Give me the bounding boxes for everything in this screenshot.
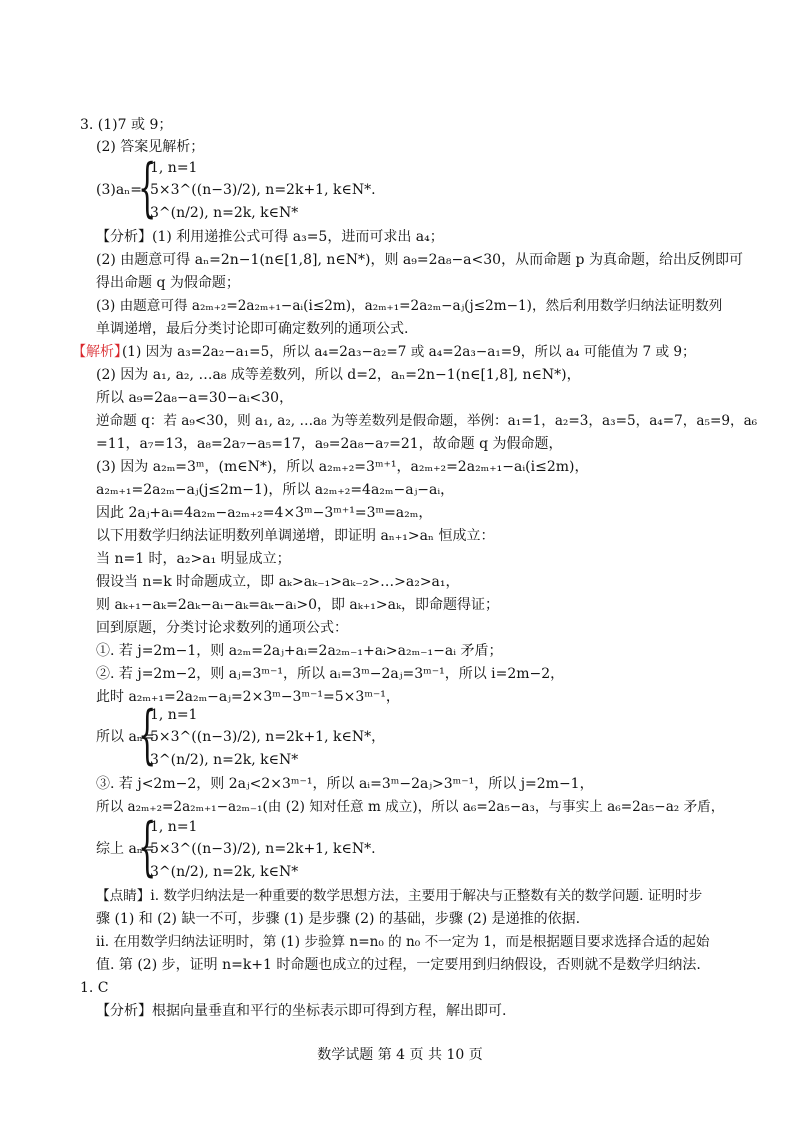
solution-line-1: (1) 因为 a₃=2a₂−a₁=5，所以 a₄=2a₃−a₂=7 或 a₄=2a₃−a₁=9，所以 a₄ 可能值为 7 或 9； (122, 344, 696, 360)
analysis-line-5: 单调递增，最后分类讨论即可确定数列的通项公式. (96, 321, 409, 337)
solution-line-17: ③. 若 j<2m−2，则 2aⱼ<2×3ᵐ⁻¹，所以 aᵢ=3ᵐ−2aⱼ>3ᵐ⁻¹，所以 j=2m−1， (96, 776, 594, 792)
piecewise-case-3: 3^(n/2), n=2k, k∈N* (150, 205, 299, 221)
analysis-line-4: (3) 由题意可得 a₂ₘ₊₂=2a₂ₘ₊₁−aᵢ(i≤2m)，a₂ₘ₊₁=2a₂ₘ−aⱼ(j≤2m−1)，然后利用数学归纳法证明数列 (96, 298, 723, 314)
solution-line-15: ②. 若 j=2m−2，则 aⱼ=3ᵐ⁻¹，所以 aᵢ=3ᵐ−2aⱼ=3ᵐ⁻¹，所以 i=2m−2， (96, 666, 565, 682)
piecewise-2-case-2: 5×3^((n−3)/2), n=2k+1, k∈N*， (150, 729, 386, 745)
analysis-line-2: (2) 由题意可得 aₙ=2n−1(n∈[1,8], n∈N*)，则 a₉=2a₈−a<30，从而命题 p 为真命题，给出反例即可 (96, 252, 743, 268)
solution-line-7: a₂ₘ₊₁=2a₂ₘ−aⱼ(j≤2m−1)，所以 a₂ₘ₊₂=4a₂ₘ−aⱼ−aᵢ， (96, 482, 455, 498)
answer-1-analysis: 【分析】根据向量垂直和平行的坐标表示即可得到方程，解出即可. (96, 1003, 507, 1019)
solution-line-10: 当 n=1 时，a₂>a₁ 明显成立； (96, 551, 291, 567)
solution-line-12: 则 aₖ₊₁−aₖ=2aₖ−aᵢ−aₖ=aₖ−aᵢ>0，即 aₖ₊₁>aₖ，即命题得证； (96, 597, 500, 613)
analysis-line-3: 得出命题 q 为假命题； (96, 275, 240, 291)
piecewise-3-case-2: 5×3^((n−3)/2), n=2k+1, k∈N*. (150, 841, 376, 857)
solution-line-9: 以下用数学归纳法证明数列单调递增，即证明 aₙ₊₁>aₙ 恒成立： (96, 528, 495, 544)
solution-line-2: (2) 因为 a₁, a₂, …a₈ 成等差数列，所以 d=2，aₙ=2n−1(n∈[1,8], n∈N*)， (96, 367, 581, 383)
piecewise-case-2: 5×3^((n−3)/2), n=2k+1, k∈N*. (150, 182, 376, 198)
solution-line-6: (3) 因为 a₂ₘ=3ᵐ，(m∈N*)，所以 a₂ₘ₊₂=3ᵐ⁺¹，a₂ₘ₊₂=2a₂ₘ₊₁−aᵢ(i≤2m)， (96, 459, 589, 475)
solution-line-18: 所以 a₂ₘ₊₂=2a₂ₘ₊₁−a₂ₘ₋₁(由 (2) 知对任意 m 成立)，所以 a₆=2a₅−a₃，与事实上 a₆=2a₅−a₂ 矛盾， (96, 799, 725, 815)
answer-3-part3-label: (3)aₙ= (96, 182, 142, 198)
solution-line-11: 假设当 n=k 时命题成立，即 aₖ>aₖ₋₁>aₖ₋₂>…>a₂>a₁， (96, 574, 460, 590)
page-footer: 数学试题 第 4 页 共 10 页 (317, 1047, 483, 1063)
piecewise-case-1: 1, n=1 (150, 160, 198, 176)
solution-line-3: 所以 a₉=2a₈−a=30−aᵢ<30， (96, 390, 294, 406)
answer-1: 1. C (80, 980, 109, 996)
solution-line-13: 回到原题，分类讨论求数列的通项公式： (96, 620, 348, 636)
analysis-heading-1: 【分析】(1) 利用递推公式可得 a₃=5，进而可求出 a₄； (96, 229, 444, 245)
piecewise-2-case-1: 1, n=1 (150, 707, 198, 723)
piecewise-3-case-1: 1, n=1 (150, 819, 198, 835)
remark-line-4: 值. 第 (2) 步，证明 n=k+1 时命题也成立的过程，一定要用到归纳假设，否则就不是数学归纳法. (96, 957, 701, 973)
remark-line-3: ii. 在用数学归纳法证明时，第 (1) 步验算 n=n₀ 的 n₀ 不一定为 1，而是根据题目要求选择合适的起始 (96, 934, 710, 950)
solution-line-4: 逆命题 q：若 a₉<30，则 a₁, a₂, …a₈ 为等差数列是假命题，举例：a₁=1，a₂=3，a₃=5，a₄=7，a₅=9，a₆ (96, 413, 758, 429)
remark-line-2: 骤 (1) 和 (2) 缺一不可，步骤 (1) 是步骤 (2) 的基础，步骤 (2) 是递推的依据. (96, 911, 581, 927)
piecewise-brace: { (138, 151, 157, 225)
solution-line-8: 因此 2aⱼ+aᵢ=4a₂ₘ−a₂ₘ₊₂=4×3ᵐ−3ᵐ⁺¹=3ᵐ=a₂ₘ， (96, 505, 433, 521)
answer-3-part1: 3. (1)7 或 9； (80, 117, 173, 133)
piecewise-2-brace: { (138, 698, 157, 772)
piecewise-3-brace: { (138, 810, 157, 884)
piecewise-2-label: 所以 aₙ= (96, 729, 155, 745)
solution-tag: 【解析】 (72, 344, 128, 360)
solution-line-16: 此时 a₂ₘ₊₁=2a₂ₘ−aⱼ=2×3ᵐ−3ᵐ⁻¹=5×3ᵐ⁻¹， (96, 689, 400, 705)
solution-line-5: =11，a₇=13，a₈=2a₇−a₅=17，a₉=2a₈−a₇=21，故命题 q 为假命题， (96, 436, 563, 452)
piecewise-2-case-3: 3^(n/2), n=2k, k∈N* (150, 752, 299, 768)
solution-line-14: ①. 若 j=2m−1，则 a₂ₘ=2aⱼ+aᵢ=2a₂ₘ₋₁+aᵢ>a₂ₘ₋₁−aᵢ 矛盾； (96, 643, 503, 659)
piecewise-3-label: 综上 aₙ= (96, 841, 155, 857)
piecewise-3-case-3: 3^(n/2), n=2k, k∈N* (150, 864, 299, 880)
answer-3-part2: (2) 答案见解析； (96, 139, 205, 155)
remark-line-1: 【点睛】i. 数学归纳法是一种重要的数学思想方法，主要用于解决与正整数有关的数学问题. 证明时步 (96, 888, 703, 904)
